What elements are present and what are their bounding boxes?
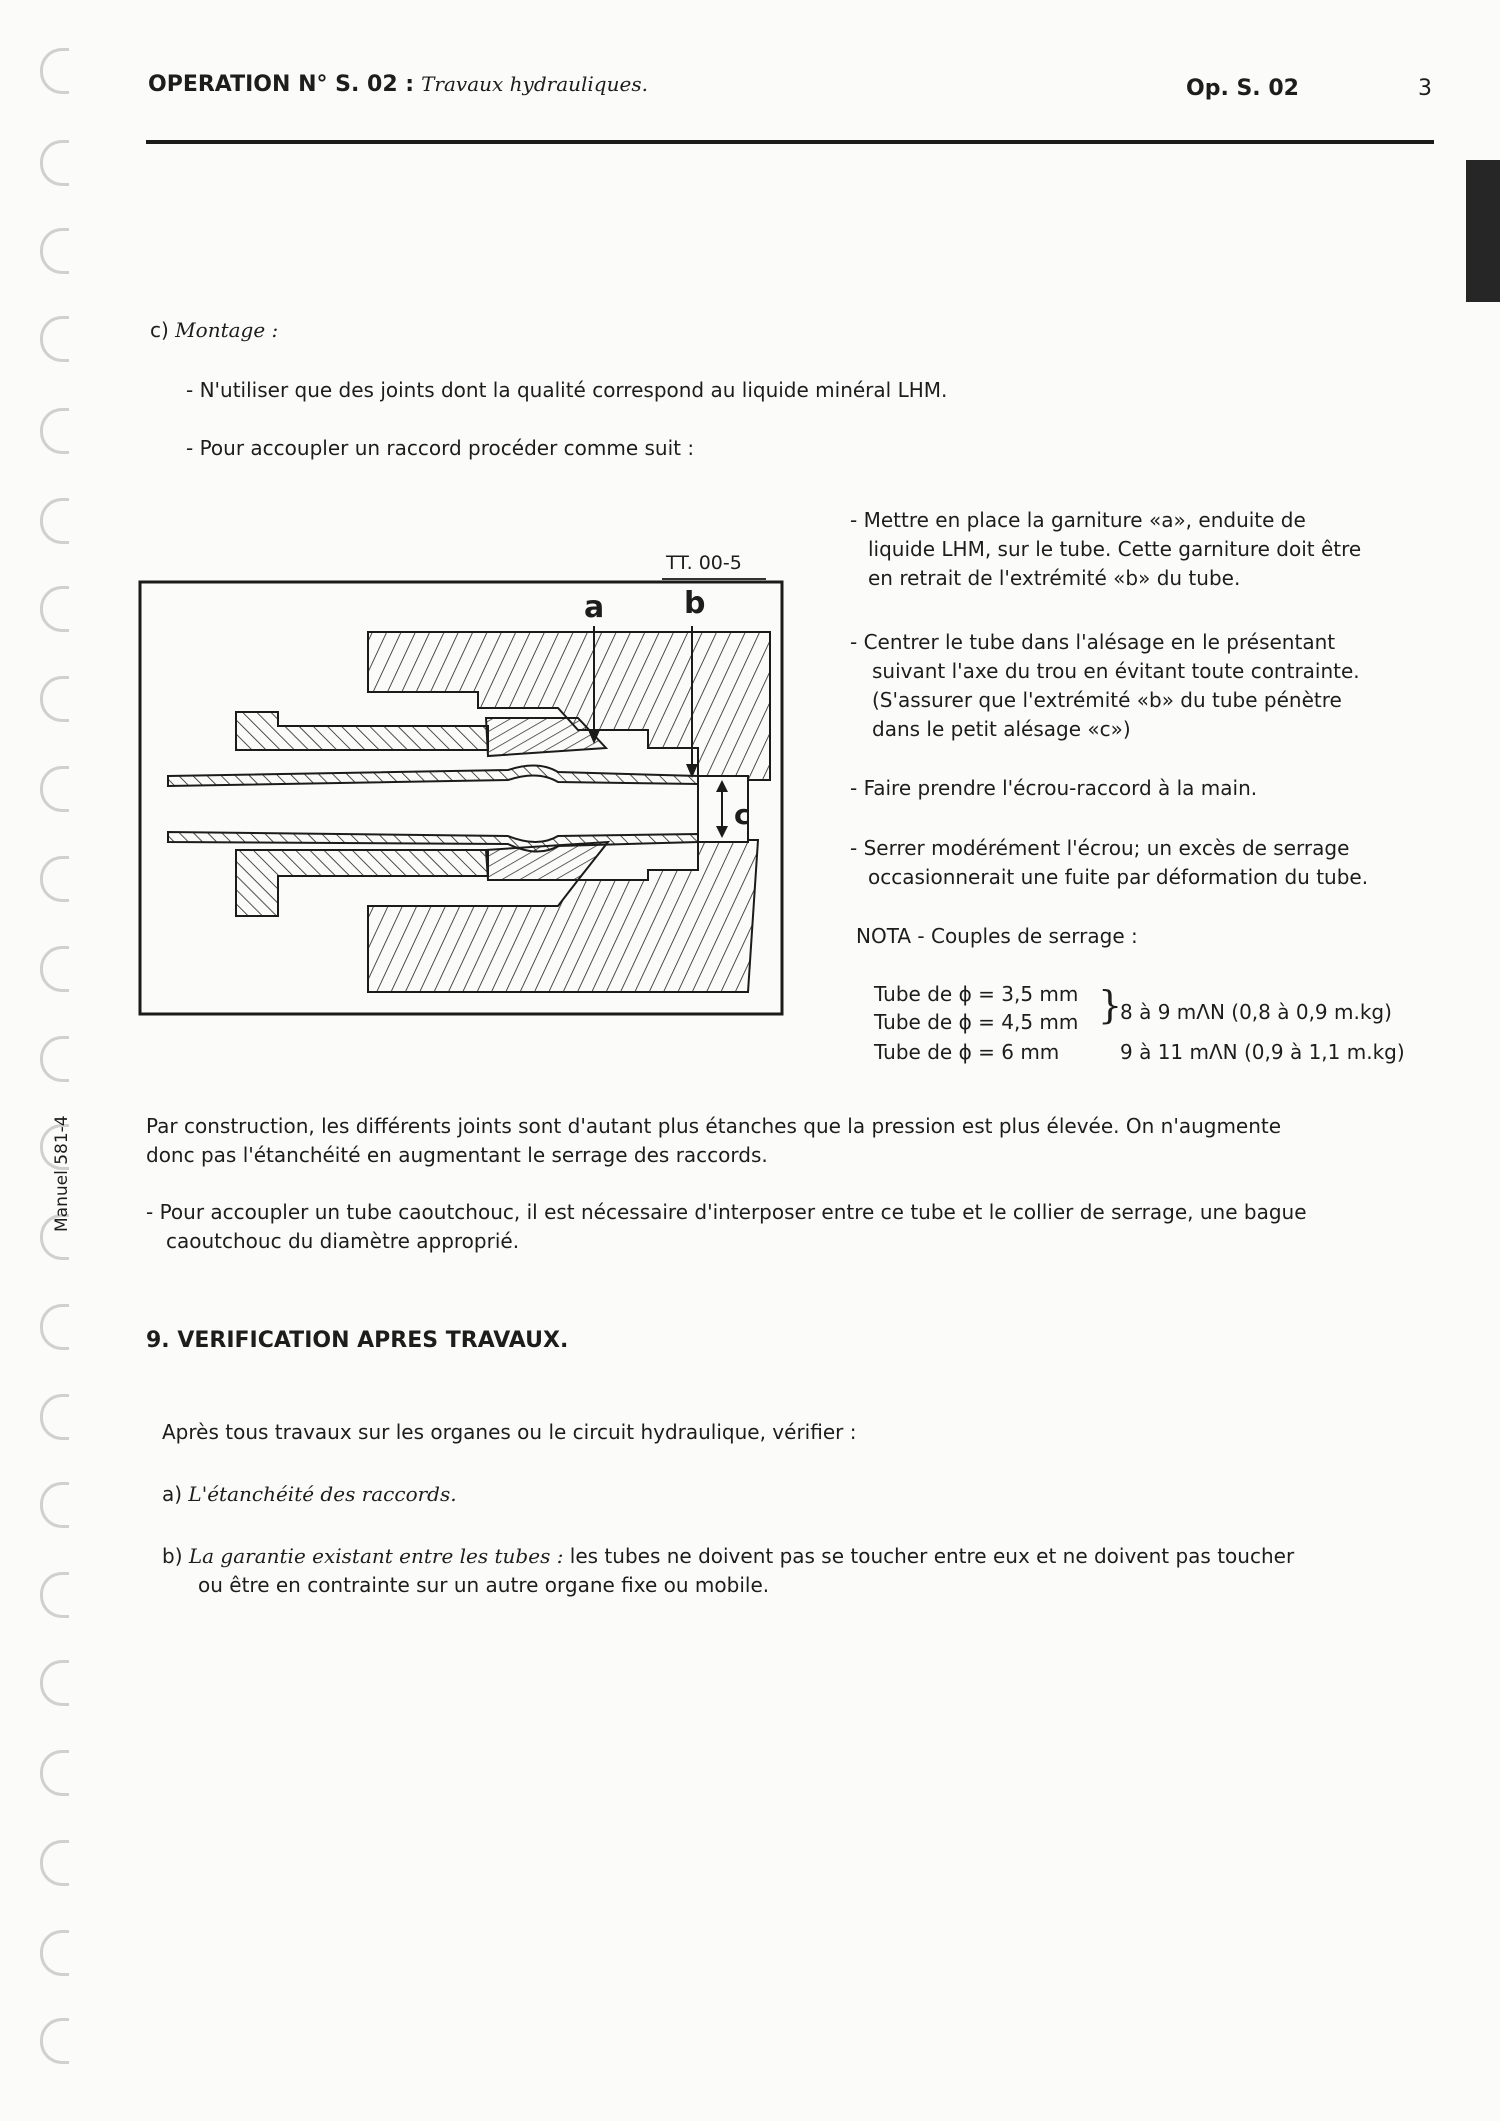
page-edge-tab <box>1466 160 1500 302</box>
manual-side-label: Manuel 581-4 <box>52 1115 72 1232</box>
section-9-item-a: a) L'étanchéité des raccords. <box>162 1482 457 1506</box>
page-header <box>148 72 648 97</box>
step-2: - Centrer le tube dans l'alésage en le présentant suivant l'axe du trou en évitant toute contrainte. (S'assurer que l'extrémité «b» du tube pénètre dans le petit alésage «c») <box>850 630 1360 741</box>
nota-value-3: 9 à 11 mΛN (0,9 à 1,1 m.kg) <box>1120 1040 1405 1064</box>
step-1: - Mettre en place la garniture «a», enduite de liquide LHM, sur le tube. Cette garniture doit être en retrait de l'extrémité «b» du tube. <box>850 508 1362 590</box>
nota-row-1: Tube de ϕ = 3,5 mm <box>874 982 1079 1006</box>
operation-number: OPERATION N° S. 02 : <box>148 72 415 97</box>
figure-label-c: c <box>734 798 751 831</box>
nota-value-12: 8 à 9 mΛN (0,8 à 0,9 m.kg) <box>1120 1000 1392 1024</box>
montage-heading <box>150 318 278 342</box>
header-rule <box>146 140 1434 144</box>
figure-ref: TT. 00-5 <box>666 552 742 574</box>
section-9-intro: Après tous travaux sur les organes ou le circuit hydraulique, vérifier : <box>162 1420 857 1444</box>
tube-wall-bottom <box>168 832 698 852</box>
paragraph-rubber-tube: - Pour accoupler un tube caoutchouc, il est nécessaire d'interposer entre ce tube et le collier de serrage, une bague caoutchouc du diamètre approprié. <box>146 1200 1307 1253</box>
nota-row-2: Tube de ϕ = 4,5 mm <box>874 1010 1079 1034</box>
section-9-item-b: b) La garantie existant entre les tubes : les tubes ne doivent pas se toucher entre eux et ne doivent pas toucher ou être en contrainte sur un autre organe fixe ou mobile. <box>162 1544 1295 1597</box>
operation-subject: Travaux hydrauliques. <box>421 72 648 96</box>
figure-label-a: a <box>584 590 605 625</box>
montage-item-2: - Pour accoupler un raccord procéder comme suit : <box>186 436 695 460</box>
nota-brace: } <box>1098 983 1123 1027</box>
body-housing-top <box>368 632 770 780</box>
step-3: - Faire prendre l'écrou-raccord à la main. <box>850 776 1258 800</box>
fitting-diagram <box>138 580 788 1018</box>
paragraph-construction: Par construction, les différents joints sont d'autant plus étanches que la pression est plus élevée. On n'augmente donc pas l'étanchéité en augmentant le serrage des raccords. <box>146 1114 1282 1167</box>
section-9-title: 9. VERIFICATION APRES TRAVAUX. <box>146 1328 569 1353</box>
page-number: 3 <box>1418 76 1432 101</box>
union-nut-top <box>236 712 488 750</box>
montage-item-1: - N'utiliser que des joints dont la qualité correspond au liquide minéral LHM. <box>186 378 948 402</box>
nota-row-3: Tube de ϕ = 6 mm <box>874 1040 1060 1064</box>
figure-label-b: b <box>684 586 706 621</box>
operation-ref: Op. S. 02 <box>1186 76 1299 101</box>
montage-label: c) <box>150 318 169 342</box>
step-4: - Serrer modérément l'écrou; un excès de serrage occasionnerait une fuite par déformation du tube. <box>850 836 1369 889</box>
tube-wall-top <box>168 765 698 786</box>
nota-title: NOTA - Couples de serrage : <box>856 924 1138 948</box>
montage-title: Montage : <box>175 318 279 342</box>
